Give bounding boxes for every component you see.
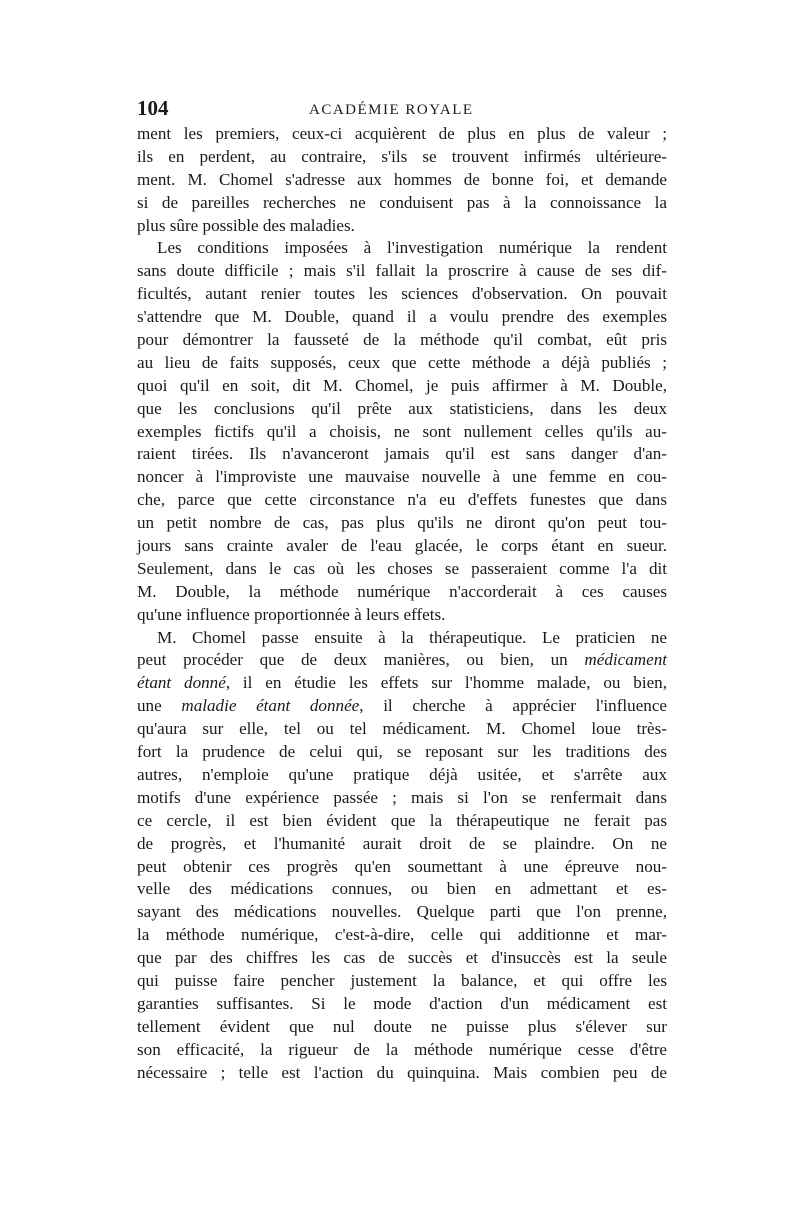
text-line: M. Chomel passe ensuite à la thérapeutique. Le praticien ne	[157, 627, 667, 647]
text-line: garanties suffisantes. Si le mode d'action d'un médicament est	[137, 993, 667, 1013]
body-text	[137, 123, 667, 1084]
text-line: un petit nombre de cas, pas plus qu'ils ne diront qu'on peut tou-	[137, 513, 667, 533]
text-line: tellement évident que nul doute ne puisse plus s'élever sur	[137, 1016, 667, 1036]
text-line: étant donné, il en étudie les effets sur l'homme malade, ou bien,	[137, 673, 668, 693]
text-line: autres, n'emploie qu'une pratique déjà usitée, et s'arrête aux	[137, 764, 667, 784]
text-line: Les conditions imposées à l'investigation numérique la rendent	[157, 238, 667, 258]
text-line: pour démontrer la fausseté de la méthode qu'il combat, eût pris	[137, 330, 667, 350]
text-line: nécessaire ; telle est l'action du quinquina. Mais combien peu de	[137, 1062, 667, 1082]
text-line: sayant des médications nouvelles. Quelque parti que l'on prenne,	[137, 902, 667, 922]
text-line: peut obtenir ces progrès qu'en soumettant à une épreuve nou-	[137, 856, 667, 876]
text-line: noncer à l'improviste une mauvaise nouvelle à une femme en cou-	[137, 467, 667, 487]
text-line: motifs d'une expérience passée ; mais si l'on se renfermait dans	[137, 787, 667, 807]
text-line: jours sans crainte avaler de l'eau glacée, le corps étant en sueur.	[137, 536, 667, 556]
text-line: la méthode numérique, c'est-à-dire, celle qui additionne et mar-	[137, 925, 667, 945]
running-title: ACADÉMIE ROYALE	[309, 102, 474, 118]
text-line: que les conclusions qu'il prête aux statisticiens, dans les deux	[137, 398, 667, 418]
text-line: ment les premiers, ceux-ci acquièrent de plus en plus de valeur ;	[137, 124, 667, 143]
book-page	[137, 96, 667, 1084]
text-line: ce cercle, il est bien évident que la thérapeutique ne ferait pas	[137, 810, 667, 830]
text-line: peut procéder que de deux manières, ou bien, un médicament	[137, 650, 667, 670]
text-line: de progrès, et l'humanité aurait droit de se plaindre. On ne	[137, 833, 667, 853]
text-line: plus sûre possible des maladies.	[137, 215, 355, 235]
text-line: fort la prudence de celui qui, se reposant sur les traditions des	[137, 742, 667, 762]
text-line: s'attendre que M. Double, quand il a voulu prendre des exemples	[137, 307, 667, 327]
text-line: velle des médications connues, ou bien en admettant et es-	[137, 879, 667, 899]
text-line: Seulement, dans le cas où les choses se passeraient comme l'a dit	[137, 558, 667, 578]
text-line: si de pareilles recherches ne conduisent pas à la connoissance la	[137, 192, 667, 212]
text-line: une maladie étant donnée, il cherche à apprécier l'influence	[137, 696, 667, 716]
text-line: exemples fictifs qu'il a choisis, ne sont nullement celles qu'ils au-	[137, 421, 667, 441]
text-line: ficultés, autant renier toutes les sciences d'observation. On pouvait	[137, 284, 667, 304]
text-line: M. Double, la méthode numérique n'accorderait à ces causes	[137, 581, 667, 601]
text-line: qu'une influence proportionnée à leurs effets.	[137, 604, 446, 624]
text-line: son efficacité, la rigueur de la méthode numérique cesse d'être	[137, 1039, 667, 1059]
text-line: qui puisse faire pencher justement la balance, et qui offre les	[137, 970, 667, 990]
text-line: au lieu de faits supposés, ceux que cette méthode a déjà publiés ;	[137, 352, 667, 372]
text-line: qu'aura sur elle, tel ou tel médicament. M. Chomel loue très-	[137, 719, 667, 739]
text-line: che, parce que cette circonstance n'a eu d'effets funestes que dans	[137, 490, 667, 510]
text-line: ment. M. Chomel s'adresse aux hommes de bonne foi, et demande	[137, 169, 667, 189]
page-number: 104	[137, 96, 169, 120]
page-header	[137, 96, 667, 122]
text-line: ils en perdent, au contraire, s'ils se trouvent infirmés ultérieure-	[137, 146, 667, 166]
text-line: raient tirées. Ils n'avanceront jamais qu'il est sans danger d'an-	[137, 444, 667, 464]
text-line: sans doute difficile ; mais s'il fallait la proscrire à cause de ses dif-	[137, 261, 667, 281]
text-line: quoi qu'il en soit, dit M. Chomel, je puis affirmer à M. Double,	[137, 375, 667, 395]
text-line: que par des chiffres les cas de succès et d'insuccès est la seule	[137, 948, 667, 968]
